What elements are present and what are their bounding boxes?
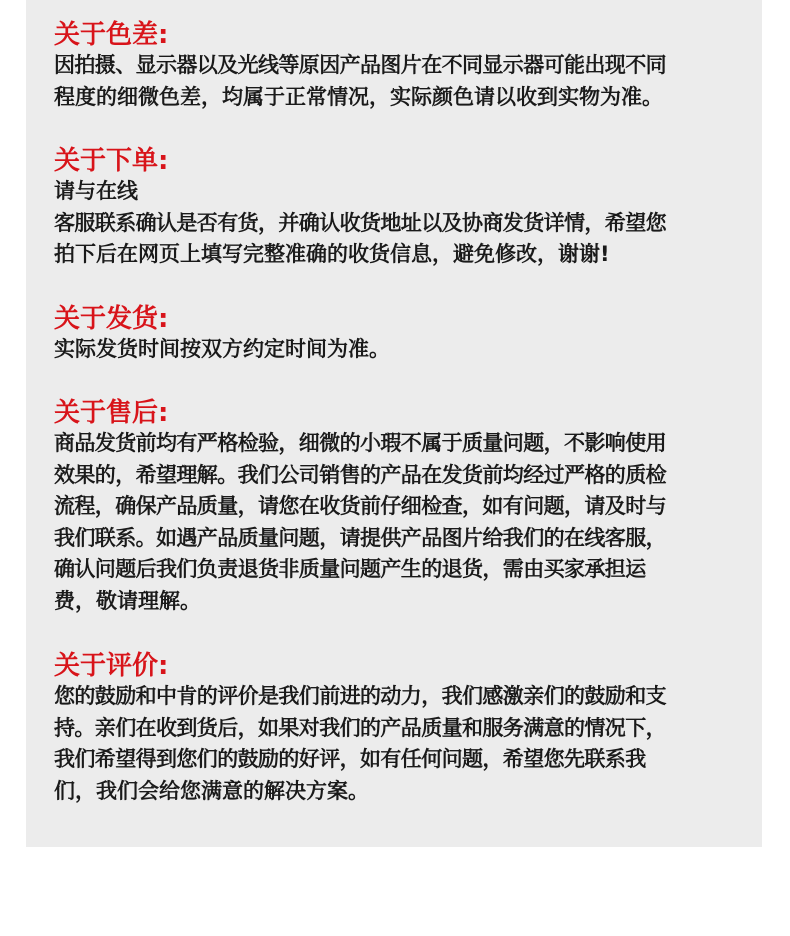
- paragraph-line: 客服联系确认是否有货，并确认收货地址以及协商发货详情，希望您: [54, 210, 666, 235]
- paragraph-line: 程度的细微色差，均属于正常情况，实际颜色请以收到实物为准。: [54, 84, 663, 109]
- paragraph-line: 您的鼓励和中肯的评价是我们前进的动力，我们感激亲们的鼓励和支: [54, 684, 666, 708]
- paragraph-line: 们，我们会给您满意的解决方案。: [54, 778, 369, 803]
- paragraph-line: 效果的，希望理解。我们公司销售的产品在发货前均经过严格的质检: [54, 462, 666, 487]
- paragraph-line: 因拍摄、显示器以及光线等原因产品图片在不同显示器可能出现不同: [54, 53, 666, 77]
- paragraph-line: 我们联系。如遇产品质量问题，请提供产品图片给我们的在线客服，: [54, 525, 666, 550]
- paragraph-line: 商品发货前均有严格检验，细微的小瑕不属于质量问题，不影响使用: [54, 431, 666, 455]
- paragraph-line: 确认问题后我们负责退货非质量问题产生的退货，需由买家承担运: [54, 557, 646, 581]
- paragraph-line: 费，敬请理解。: [54, 588, 201, 613]
- section-color-difference: [54, 20, 734, 113]
- paragraph-line: 流程，确保产品质量，请您在收货前仔细检查，如有问题，请及时与: [54, 494, 666, 518]
- paragraph-line: 拍下后在网页上填写完整准确的收货信息，避免修改，谢谢!: [54, 242, 610, 266]
- section-heading: 关于发货:: [54, 304, 169, 334]
- paragraph-line: 我们希望得到您们的鼓励的好评，如有任何问题，希望您先联系我: [54, 747, 646, 771]
- paragraph-line: 请与在线: [54, 179, 138, 203]
- paragraph-line: 实际发货时间按双方约定时间为准。: [54, 337, 390, 361]
- section-heading: 关于评价:: [54, 651, 169, 681]
- section-heading: 关于色差:: [54, 20, 169, 50]
- section-heading: 关于售后:: [54, 398, 169, 428]
- section-shipping: [54, 304, 734, 366]
- paragraph-line: 持。亲们在收到货后，如果对我们的产品质量和服务满意的情况下，: [54, 715, 666, 740]
- section-reviews: [54, 651, 734, 807]
- section-heading: 关于下单:: [54, 146, 169, 176]
- section-after-sales: [54, 398, 734, 617]
- section-ordering: [54, 146, 734, 271]
